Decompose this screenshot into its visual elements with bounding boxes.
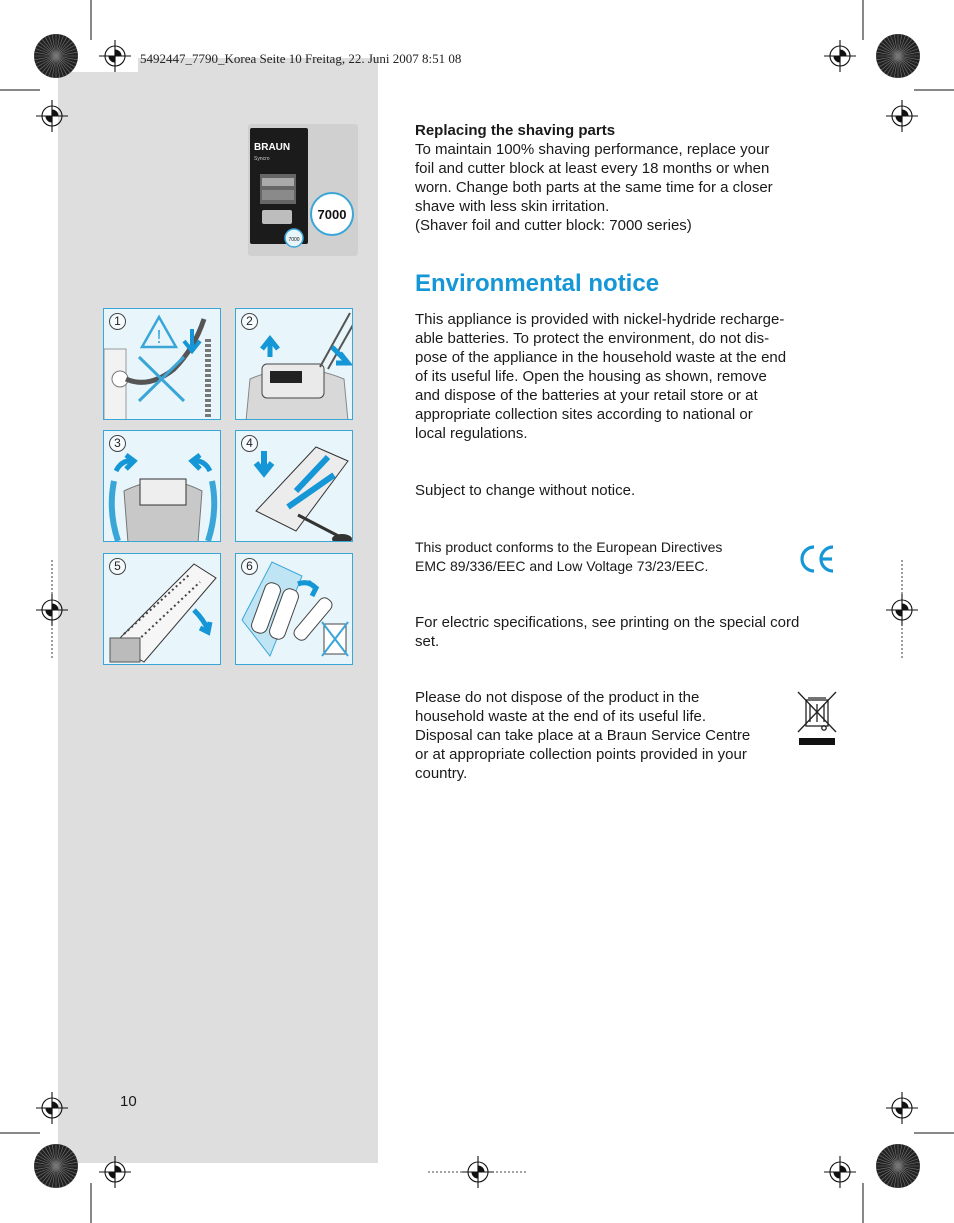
registration-mark xyxy=(36,100,68,132)
registration-mark xyxy=(886,1092,918,1124)
registration-mark xyxy=(886,100,918,132)
starburst-mark xyxy=(876,1144,920,1188)
electric-spec-line: For electric specifications, see printing on the special cord xyxy=(415,614,800,631)
step-number: 2 xyxy=(241,313,258,330)
crossed-out-wheelie-bin-icon xyxy=(796,690,838,748)
replacing-section xyxy=(415,121,835,235)
environmental-heading: Environmental notice xyxy=(415,270,660,297)
starburst-mark xyxy=(876,34,920,78)
registration-mark xyxy=(99,1156,131,1188)
conformity-line: This product conforms to the European Directives xyxy=(415,539,723,555)
environmental-line: able batteries. To protect the environment, do not dis- xyxy=(415,330,770,347)
replacing-line: worn. Change both parts at the same time for a closer xyxy=(415,179,773,196)
starburst-mark xyxy=(34,34,78,78)
step-number: 6 xyxy=(241,558,258,575)
pack-brand: BRAUN xyxy=(254,142,291,153)
step-panel-4 xyxy=(235,430,353,542)
environmental-section xyxy=(415,310,835,443)
conformity-section xyxy=(415,538,785,576)
step-panel-3 xyxy=(103,430,221,542)
step-panel-5 xyxy=(103,553,221,665)
disposal-section xyxy=(415,688,795,783)
electric-spec-line: set. xyxy=(415,633,440,650)
step-number: 4 xyxy=(241,435,258,452)
step-number: 1 xyxy=(109,313,126,330)
environmental-line: appropriate collection sites according to national or xyxy=(415,406,753,423)
registration-mark xyxy=(99,40,131,72)
environmental-line: pose of the appliance in the household waste at the end xyxy=(415,349,787,366)
environmental-line: This appliance is provided with nickel-hydride recharge- xyxy=(415,311,785,328)
disposal-line: Please do not dispose of the product in the xyxy=(415,689,700,706)
step-panel-1 xyxy=(103,308,221,420)
series-badge: 7000 xyxy=(317,207,347,222)
subject-to-change: Subject to change without notice. xyxy=(415,482,636,499)
replacing-line: foil and cutter block at least every 18 months or when xyxy=(415,160,770,177)
step-number: 5 xyxy=(109,558,126,575)
disposal-line: household waste at the end of its useful life. xyxy=(415,708,707,725)
ce-mark-icon xyxy=(797,541,837,577)
disposal-line: or at appropriate collection points provided in your xyxy=(415,746,747,763)
electric-spec-section xyxy=(415,613,835,651)
svg-text:!: ! xyxy=(156,327,162,347)
disposal-line: country. xyxy=(415,765,468,782)
environmental-line: local regulations. xyxy=(415,425,528,442)
pack-line: Syncro xyxy=(254,156,270,162)
conformity-line: EMC 89/336/EEC and Low Voltage 73/23/EEC. xyxy=(415,558,709,574)
page-number: 10 xyxy=(120,1093,137,1110)
disposal-line: Disposal can take place at a Braun Service Centre xyxy=(415,727,751,744)
replacement-pack-image xyxy=(248,124,358,256)
step-panel-2 xyxy=(235,308,353,420)
starburst-mark xyxy=(34,1144,78,1188)
series-small: 7000 xyxy=(288,237,300,243)
environmental-line: of its useful life. Open the housing as shown, remove xyxy=(415,368,767,385)
replacing-line: To maintain 100% shaving performance, replace your xyxy=(415,141,770,158)
print-slug: 5492447_7790_Korea Seite 10 Freitag, 22. Juni 2007 8:51 08 xyxy=(140,51,462,66)
replacing-line: (Shaver foil and cutter block: 7000 series) xyxy=(415,217,692,234)
replacing-heading: Replacing the shaving parts xyxy=(415,122,616,139)
registration-mark xyxy=(36,1092,68,1124)
environmental-line: and dispose of the batteries at your retail store or at xyxy=(415,387,758,404)
registration-mark xyxy=(824,1156,856,1188)
step-number: 3 xyxy=(109,435,126,452)
step-panel-6 xyxy=(235,553,353,665)
registration-mark xyxy=(824,40,856,72)
replacing-line: shave with less skin irritation. xyxy=(415,198,610,215)
